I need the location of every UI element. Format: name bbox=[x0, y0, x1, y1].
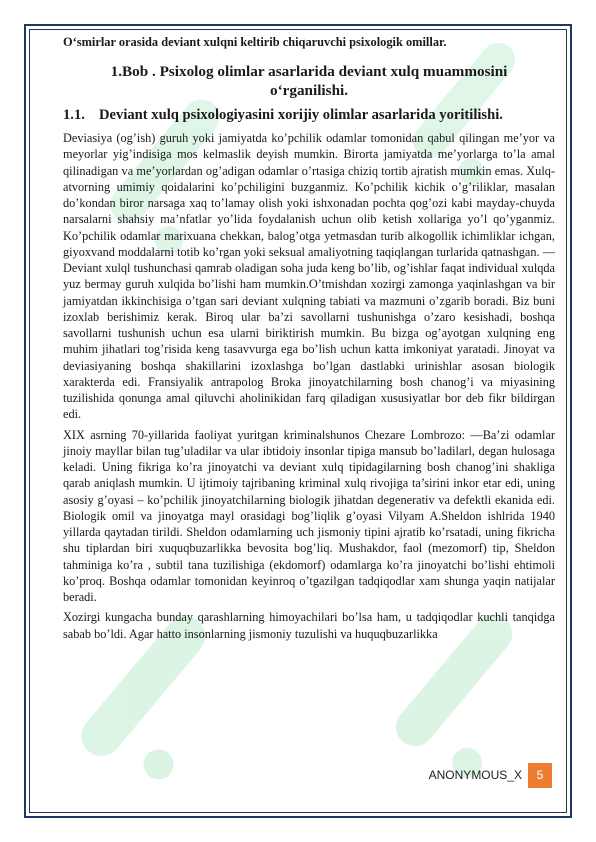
footer-author: ANONYMOUS_X bbox=[428, 768, 522, 782]
page-content bbox=[63, 34, 555, 646]
section-heading bbox=[63, 106, 555, 124]
paragraph-3: Xozirgi kungacha bunday qarashlarning himoyachilari bo’lsa ham, u tadqiqodlar kuchli tanqidga sabab bo’ldi. Agar hatto insonlarning jismoniy tuzulishi va huquqbuzarlikka bbox=[63, 610, 555, 641]
chapter-title: 1.Bob . Psixolog olimlar asarlarida deviant xulq muammosini o‘rganilishi. bbox=[110, 63, 508, 99]
section-title: Deviant xulq psixologiyasini xorijiy olimlar asarlarida yoritilishi. bbox=[99, 107, 503, 123]
page-number-badge: 5 bbox=[528, 763, 552, 788]
document-top-title: O‘smirlar orasida deviant xulqni keltirib chiqaruvchi psixologik omillar. bbox=[63, 35, 447, 49]
section-number: 1.1. bbox=[63, 107, 85, 123]
paragraph-1: Deviasiya (og’ish) guruh yoki jamiyatda ko’pchilik odamlar tomonidan qabul qilingan me’yor va meyorlar yig’indisiga mos kelmaslik deyish mumkin. Birorta jamiyatda me’yorlarga to’la amal qilinadigan va me’yorlardan og’adigan odamlar o’rtasiga chiziq tortib ajratish mumkin emas. Xulq-atvorning umimiy qoidalarini ko’pchiligini buzganmiz. Ko’pchilik kichik o’g’riliklar, masalan do’kondan biror narsaga xaq to’lamay olish yoki ishxonadan pochta qog’ozi kabi mayday-chuyda narsalarni shahsiy ma’nfatlar yo’lida foydalanish uchun olib ketish xollariga yo’l qo’yganmiz. Ko’pchilik odamlar marixuana chekkan, balog’otga yetmasdan turib alkogollik ichimliklar ichgan, giyoxvand moddalarni totib ko’rgan yoki seksual amaliyotning taqiqlangan turlarida qatnashgan. — Deviant xulql tushunchasi qamrab oladigan soha juda keng bo’lib, og’ishlar faqat individual xulqda yuz bermay guruh xulqida bo’lishi ham mumkin.O’tmishdan xozirgi zamonga yaqinlashgan va bir jamiyatdan ikkinchisiga o’tgan sari deviant xulqning tabiati va mazmuni o’zgarib boradi. Biz buni izoxlab berishimiz kerak. Biroq ular ba’zi savollarni tushunishga o’zaro kesishadi, boshqa savollarni tushunish uchun esa ularni biriktirish mumkin. Bu bizga og’ayotgan xulqning eng muhim jihatlari tog’risida keng tasavvurga ega bo’lish uchun katta imkoniyat yaratadi. Jinoyat va deviasiyaning boshqa shakillarini izoxlashga bo’lgan dastlabki urinishlar asosan biologik xarakterda edi. Fransiyalik antrapolog Broka jinoyatchilarning bosh chanog’i va miyasining tuzilishida qonunga amal qiluvchi aholinikidan farq qiladigan xususiyatlar bor deb fikr bildirgan edi. bbox=[63, 131, 555, 422]
paragraph-2: XIX asrning 70-yillarida faoliyat yuritgan kriminalshunos Chezare Lombrozo: —Ba’zi odamlar jinoiy mayllar bilan tug’uladilar va ular ibtidoiy insonlar tipiga mansub bo’ladilarl, degan hulosaga keladi. Uning fikriga ko’ra jinoyatchi va deviant xulq tipidagilarning bosh chanog’ini shakliga qarab aniqlash mumkin. U ijtimoiy tajribaning kriminal xulq rivojiga ta’sirini inkor etar edi, uning asosiy g’oyasi – ko’pchilik jinoyatchilarning biologik jihatdan degenerativ va defektli ekanida edi. Biologik omil va jinoyatga mayl orasidagi bog’liqlik g’oyasi Vilyam A.Sheldon ishlrida 1940 yillarda qaytadan tirildi. Sheldon odamlarning uch jismoniy tipini ajratib ko’rsatadi, uning fikricha shu tiplardan biri xuquqbuzarlikka bevosita bog’liq. Mushakdor, faol (mezomorf) tip, Sheldon tahminiga ko’ra , subtil tana tuzilishiga (ekdomorf) odamlarga ko’ra jinoyatchi bo’lishi ehtimoli ko’proq. Boshqa odamlar tomonidan keyinroq o’tgazilgan tadqiqodlar xam shunga yaqin natijalar beradi. bbox=[63, 427, 555, 604]
